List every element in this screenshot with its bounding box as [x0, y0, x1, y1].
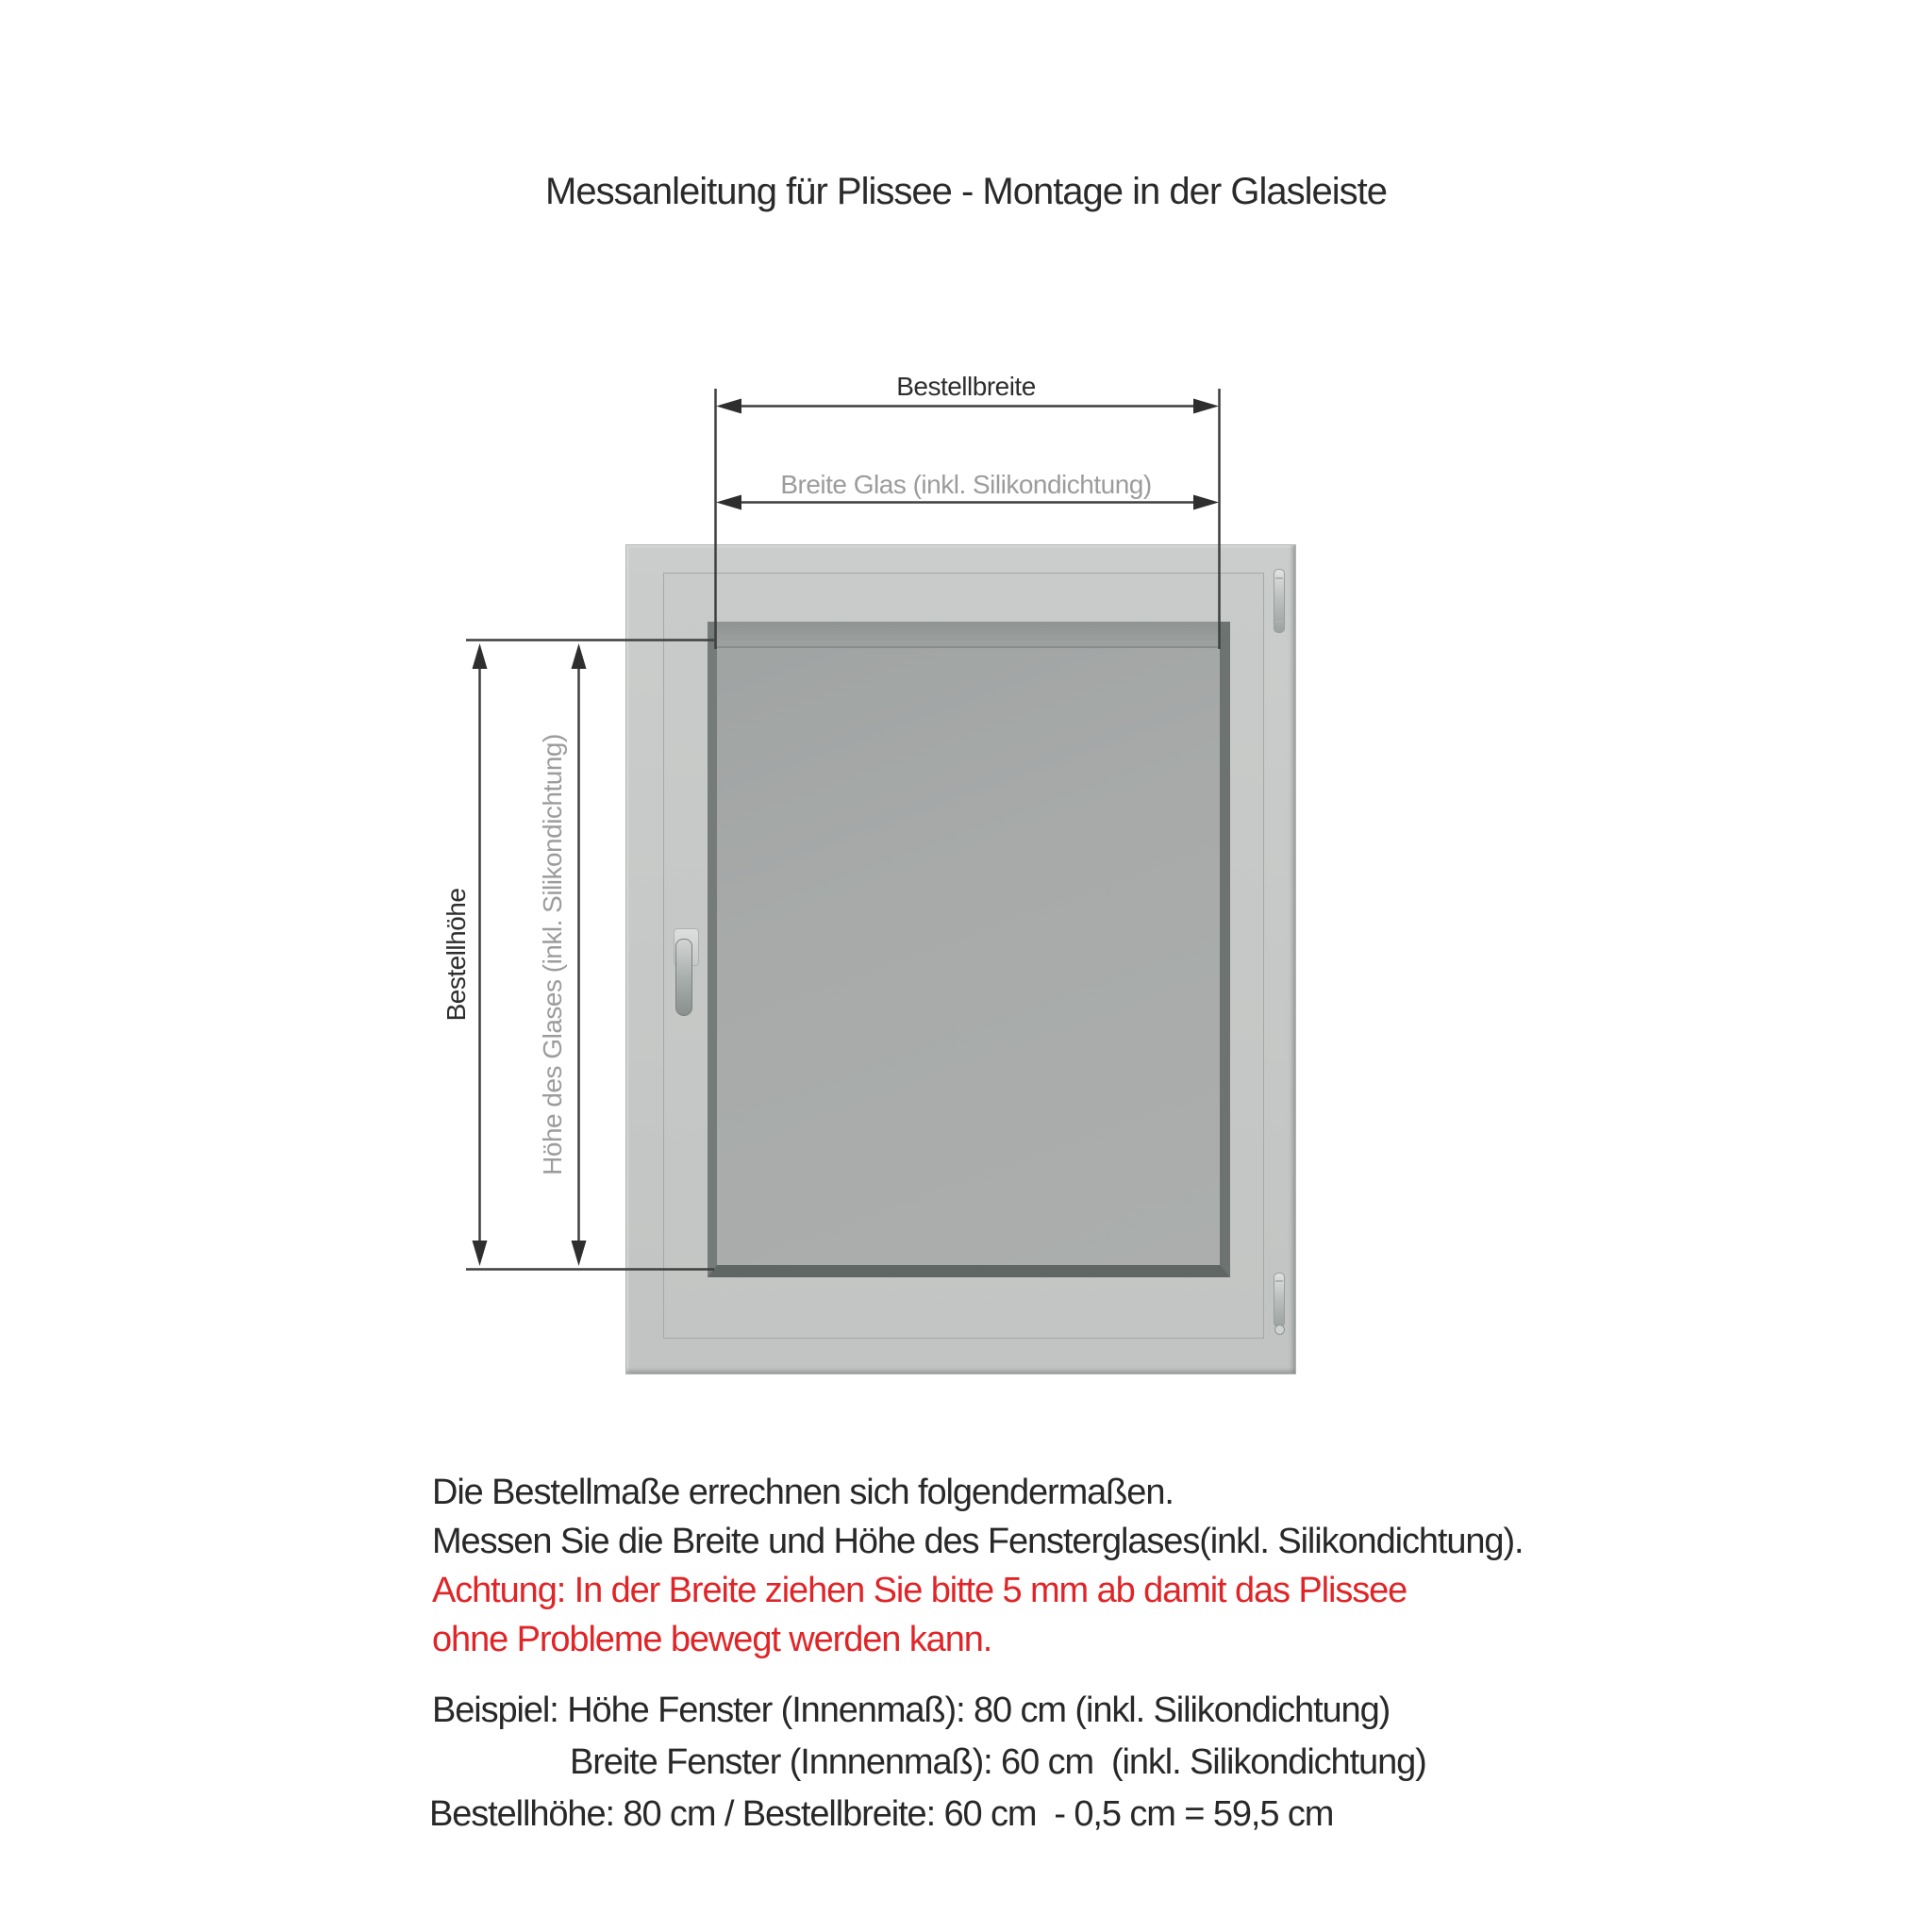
glass-height-label: Höhe des Glases (inkl. Silikondichtung) — [538, 734, 567, 1175]
order-width-label: Bestellbreite — [896, 372, 1036, 401]
example-line-3: Bestellhöhe: 80 cm / Bestellbreite: 60 cm - 0,5 cm = 59,5 cm — [429, 1794, 1334, 1834]
instruction-line-2: Messen Sie die Breite und Höhe des Fensterglases(inkl. Silikondichtung). — [432, 1522, 1524, 1561]
page-title: Messanleitung für Plissee - Montage in der Glasleiste — [545, 171, 1387, 212]
glazing-bead-top-shadow — [717, 622, 1220, 648]
window-illustration — [625, 544, 1296, 1374]
window-handle-icon — [675, 939, 692, 1016]
hinge-pin-icon — [1274, 1324, 1285, 1335]
warning-line-2: ohne Probleme bewegt werden kann. — [432, 1620, 992, 1659]
warning-line-1: Achtung: In der Breite ziehen Sie bitte 5 mm ab damit das Plissee — [432, 1571, 1407, 1610]
window-glass-with-glazing-bead — [708, 622, 1230, 1277]
example-line-1: Beispiel: Höhe Fenster (Innenmaß): 80 cm (inkl. Silikondichtung) — [432, 1690, 1391, 1730]
hinge-top-icon — [1274, 569, 1285, 633]
order-height-label: Bestellhöhe — [441, 888, 471, 1022]
instruction-line-1: Die Bestellmaße errechnen sich folgendermaßen. — [432, 1473, 1174, 1512]
example-line-2: Breite Fenster (Innnenmaß): 60 cm (inkl. Silikondichtung) — [570, 1742, 1426, 1782]
hinge-bottom-icon — [1274, 1273, 1285, 1327]
glass-width-label: Breite Glas (inkl. Silikondichtung) — [780, 470, 1152, 499]
